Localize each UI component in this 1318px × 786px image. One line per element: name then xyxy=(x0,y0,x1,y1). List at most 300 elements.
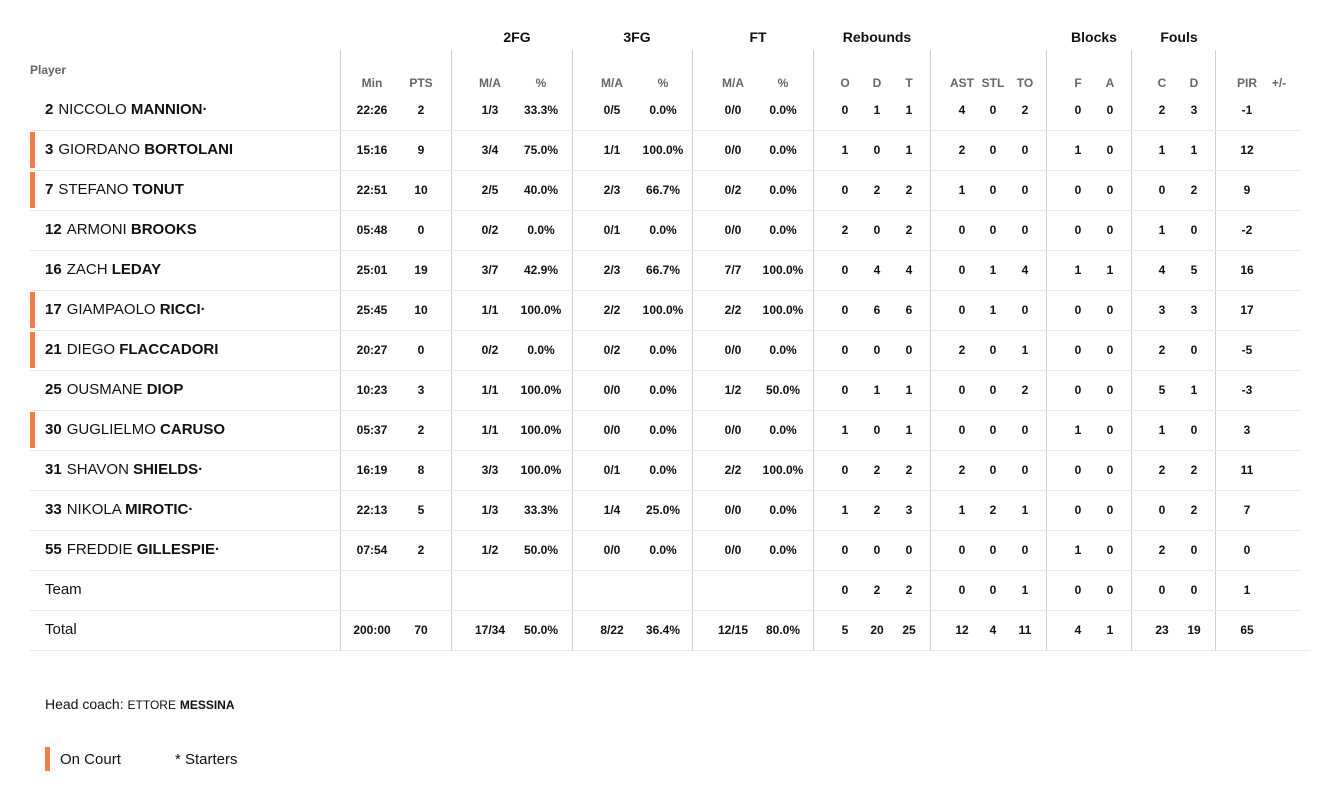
cell-2fg-pct: 100.0% xyxy=(520,303,562,317)
cell-reb-t: 0 xyxy=(905,343,913,357)
cell-foul-d: 0 xyxy=(1190,583,1198,597)
cell-foul-c: 4 xyxy=(1158,263,1166,277)
cell-min: 22:13 xyxy=(356,503,388,517)
cell-reb-d: 1 xyxy=(873,383,881,397)
table-row xyxy=(30,530,1301,571)
cell-to: 0 xyxy=(1021,143,1029,157)
group-header-rebounds: Rebounds xyxy=(842,29,912,45)
cell-blk-f: 0 xyxy=(1074,463,1082,477)
cell-3fg-ma: 1/1 xyxy=(603,143,621,157)
cell-reb-t: 4 xyxy=(905,263,913,277)
player-number: 30 xyxy=(45,421,62,438)
player-number: 7 xyxy=(45,181,54,198)
cell-2fg-ma: 3/4 xyxy=(481,143,499,157)
cell-stl: 0 xyxy=(989,383,997,397)
player-first-name: GUGLIELMO xyxy=(66,421,156,438)
cell-ft-ma: 12/15 xyxy=(717,623,749,637)
cell-foul-d: 3 xyxy=(1190,103,1198,117)
column-header-reb-d: D xyxy=(872,76,882,90)
cell-pts: 2 xyxy=(417,103,425,117)
cell-blk-f: 1 xyxy=(1074,423,1082,437)
cell-pts: 10 xyxy=(414,183,428,197)
player-number: 21 xyxy=(45,341,62,358)
on-court-legend-label: On Court xyxy=(60,751,121,768)
column-header-ft-ma: M/A xyxy=(722,76,744,90)
cell-to: 2 xyxy=(1021,103,1029,117)
cell-2fg-ma: 17/34 xyxy=(474,623,506,637)
cell-ft-ma: 0/0 xyxy=(724,503,742,517)
cell-ast: 0 xyxy=(958,263,966,277)
cell-foul-c: 2 xyxy=(1158,103,1166,117)
cell-reb-o: 1 xyxy=(841,503,849,517)
player-last-name: MANNION· xyxy=(130,101,208,118)
cell-reb-d: 4 xyxy=(873,263,881,277)
column-header-ast: AST xyxy=(950,76,974,90)
cell-min: 05:48 xyxy=(356,223,388,237)
cell-ft-ma: 0/0 xyxy=(724,343,742,357)
cell-3fg-pct: 0.0% xyxy=(649,103,677,117)
cell-ast: 0 xyxy=(958,423,966,437)
cell-3fg-ma: 2/3 xyxy=(603,263,621,277)
cell-3fg-pct: 36.4% xyxy=(645,623,681,637)
head-coach-last-name: MESSINA xyxy=(179,698,235,712)
player-number: 25 xyxy=(45,381,62,398)
cell-ft-ma: 0/0 xyxy=(724,223,742,237)
cell-ft-pct: 0.0% xyxy=(769,543,797,557)
cell-2fg-pct: 100.0% xyxy=(520,463,562,477)
player-first-name: OUSMANE xyxy=(66,381,143,398)
table-row xyxy=(30,490,1301,531)
cell-reb-o: 0 xyxy=(841,263,849,277)
cell-reb-o: 5 xyxy=(841,623,849,637)
player-number: 16 xyxy=(45,261,62,278)
cell-to: 0 xyxy=(1021,303,1029,317)
cell-min: 07:54 xyxy=(356,543,388,557)
player-name[interactable] xyxy=(45,141,233,158)
cell-pir: 0 xyxy=(1243,543,1251,557)
column-header-2fg-ma: M/A xyxy=(479,76,501,90)
player-name[interactable] xyxy=(45,501,193,518)
player-number: 2 xyxy=(45,101,54,118)
player-first-name: NICCOLO xyxy=(58,101,127,118)
player-name[interactable] xyxy=(45,261,161,278)
cell-ast: 0 xyxy=(958,583,966,597)
cell-reb-o: 2 xyxy=(841,223,849,237)
cell-stl: 1 xyxy=(989,303,997,317)
cell-pts: 3 xyxy=(417,383,425,397)
cell-pir: 12 xyxy=(1240,143,1254,157)
cell-ft-pct: 100.0% xyxy=(762,463,804,477)
cell-ft-ma: 1/2 xyxy=(724,383,742,397)
cell-stl: 0 xyxy=(989,543,997,557)
cell-blk-f: 0 xyxy=(1074,223,1082,237)
cell-blk-a: 0 xyxy=(1106,503,1114,517)
cell-stl: 0 xyxy=(989,583,997,597)
cell-3fg-pct: 100.0% xyxy=(642,303,684,317)
cell-stl: 1 xyxy=(989,263,997,277)
cell-ft-ma: 0/2 xyxy=(724,183,742,197)
cell-ast: 1 xyxy=(958,183,966,197)
cell-blk-f: 0 xyxy=(1074,183,1082,197)
cell-pts: 0 xyxy=(417,343,425,357)
player-name[interactable] xyxy=(45,101,208,118)
cell-2fg-pct: 0.0% xyxy=(527,223,555,237)
cell-blk-a: 0 xyxy=(1106,383,1114,397)
column-header-to: TO xyxy=(1016,76,1034,90)
cell-stl: 0 xyxy=(989,183,997,197)
cell-reb-t: 2 xyxy=(905,183,913,197)
cell-ft-ma: 2/2 xyxy=(724,463,742,477)
cell-reb-d: 20 xyxy=(870,623,884,637)
cell-min: 16:19 xyxy=(356,463,388,477)
cell-reb-t: 2 xyxy=(905,583,913,597)
cell-foul-d: 3 xyxy=(1190,303,1198,317)
cell-foul-d: 5 xyxy=(1190,263,1198,277)
cell-foul-c: 1 xyxy=(1158,143,1166,157)
table-row xyxy=(30,410,1301,451)
table-row xyxy=(30,290,1301,331)
table-row xyxy=(30,370,1301,411)
cell-foul-c: 0 xyxy=(1158,503,1166,517)
cell-ast: 1 xyxy=(958,503,966,517)
cell-blk-f: 0 xyxy=(1074,343,1082,357)
cell-ft-pct: 0.0% xyxy=(769,183,797,197)
column-header-pir: PIR xyxy=(1236,76,1258,90)
cell-3fg-pct: 0.0% xyxy=(649,423,677,437)
cell-foul-c: 3 xyxy=(1158,303,1166,317)
cell-foul-c: 0 xyxy=(1158,183,1166,197)
cell-to: 11 xyxy=(1018,623,1032,637)
cell-reb-d: 0 xyxy=(873,143,881,157)
cell-min: 25:01 xyxy=(356,263,388,277)
cell-pir: 9 xyxy=(1243,183,1251,197)
cell-pir: -2 xyxy=(1241,223,1253,237)
cell-reb-d: 1 xyxy=(873,103,881,117)
cell-ft-pct: 100.0% xyxy=(762,263,804,277)
player-last-name: RICCI· xyxy=(159,301,206,318)
player-column-header: Player xyxy=(30,63,67,77)
on-court-indicator xyxy=(30,412,35,448)
cell-reb-d: 0 xyxy=(873,223,881,237)
cell-2fg-ma: 0/2 xyxy=(481,343,499,357)
cell-foul-c: 2 xyxy=(1158,463,1166,477)
cell-reb-t: 1 xyxy=(905,423,913,437)
cell-ft-pct: 80.0% xyxy=(765,623,801,637)
on-court-legend-swatch xyxy=(45,747,50,771)
cell-ast: 2 xyxy=(958,463,966,477)
cell-3fg-pct: 0.0% xyxy=(649,343,677,357)
cell-2fg-pct: 100.0% xyxy=(520,383,562,397)
starters-legend-label: * Starters xyxy=(175,751,238,768)
cell-ft-ma: 0/0 xyxy=(724,103,742,117)
player-first-name: FREDDIE xyxy=(66,541,133,558)
cell-ft-ma: 0/0 xyxy=(724,543,742,557)
cell-reb-o: 0 xyxy=(841,343,849,357)
table-row xyxy=(30,90,1301,131)
cell-reb-d: 0 xyxy=(873,423,881,437)
on-court-indicator xyxy=(30,132,35,168)
cell-3fg-ma: 8/22 xyxy=(600,623,624,637)
on-court-indicator xyxy=(30,292,35,328)
cell-pir: -5 xyxy=(1241,343,1253,357)
cell-reb-t: 1 xyxy=(905,383,913,397)
cell-reb-o: 1 xyxy=(841,423,849,437)
player-name[interactable] xyxy=(45,461,203,478)
cell-2fg-pct: 50.0% xyxy=(523,543,559,557)
cell-2fg-ma: 3/3 xyxy=(481,463,499,477)
cell-reb-t: 6 xyxy=(905,303,913,317)
cell-ast: 2 xyxy=(958,143,966,157)
player-number: 3 xyxy=(45,141,54,158)
cell-2fg-ma: 1/3 xyxy=(481,103,499,117)
cell-ft-pct: 50.0% xyxy=(765,383,801,397)
cell-ast: 0 xyxy=(958,303,966,317)
cell-pts: 2 xyxy=(417,423,425,437)
cell-to: 0 xyxy=(1021,223,1029,237)
cell-to: 0 xyxy=(1021,183,1029,197)
cell-2fg-ma: 1/1 xyxy=(481,423,499,437)
cell-pir: 65 xyxy=(1240,623,1254,637)
cell-pir: 11 xyxy=(1240,463,1254,477)
cell-foul-d: 2 xyxy=(1190,183,1198,197)
player-last-name: MIROTIC· xyxy=(125,501,194,518)
column-header-3fg-ma: M/A xyxy=(601,76,623,90)
cell-3fg-ma: 0/2 xyxy=(603,343,621,357)
cell-3fg-ma: 0/1 xyxy=(603,223,621,237)
cell-reb-d: 2 xyxy=(873,503,881,517)
cell-blk-a: 0 xyxy=(1106,343,1114,357)
cell-blk-a: 0 xyxy=(1106,583,1114,597)
cell-2fg-ma: 1/1 xyxy=(481,303,499,317)
column-header-3fg-pct: % xyxy=(657,76,669,90)
cell-pts: 10 xyxy=(414,303,428,317)
cell-reb-o: 0 xyxy=(841,303,849,317)
player-number: 17 xyxy=(45,301,62,318)
player-name[interactable] xyxy=(45,301,206,318)
player-last-name: TONUT xyxy=(132,181,184,198)
player-first-name: ZACH xyxy=(66,261,108,278)
cell-3fg-ma: 0/5 xyxy=(603,103,621,117)
table-row xyxy=(30,250,1301,291)
cell-ast: 0 xyxy=(958,223,966,237)
player-name[interactable] xyxy=(45,421,225,438)
cell-3fg-ma: 1/4 xyxy=(603,503,621,517)
cell-min: 22:26 xyxy=(356,103,388,117)
player-last-name: DIOP xyxy=(146,381,184,398)
cell-2fg-pct: 33.3% xyxy=(523,503,559,517)
cell-foul-d: 0 xyxy=(1190,543,1198,557)
player-last-name: BROOKS xyxy=(130,221,197,238)
cell-foul-d: 2 xyxy=(1190,503,1198,517)
cell-2fg-pct: 40.0% xyxy=(523,183,559,197)
cell-reb-o: 0 xyxy=(841,183,849,197)
cell-blk-f: 0 xyxy=(1074,503,1082,517)
cell-reb-t: 2 xyxy=(905,463,913,477)
player-last-name: GILLESPIE· xyxy=(136,541,221,558)
cell-pts: 0 xyxy=(417,223,425,237)
cell-reb-o: 0 xyxy=(841,543,849,557)
player-name[interactable] xyxy=(45,341,218,358)
cell-stl: 0 xyxy=(989,423,997,437)
cell-stl: 0 xyxy=(989,143,997,157)
cell-3fg-pct: 66.7% xyxy=(645,263,681,277)
cell-reb-o: 0 xyxy=(841,103,849,117)
team-row-label: Team xyxy=(45,581,82,598)
cell-foul-c: 0 xyxy=(1158,583,1166,597)
cell-3fg-ma: 2/3 xyxy=(603,183,621,197)
player-number: 33 xyxy=(45,501,62,518)
cell-2fg-ma: 0/2 xyxy=(481,223,499,237)
cell-to: 1 xyxy=(1021,503,1029,517)
cell-2fg-ma: 1/1 xyxy=(481,383,499,397)
cell-blk-a: 1 xyxy=(1106,623,1114,637)
cell-ast: 4 xyxy=(958,103,966,117)
cell-reb-d: 0 xyxy=(873,543,881,557)
player-name[interactable] xyxy=(45,221,197,238)
cell-2fg-pct: 42.9% xyxy=(523,263,559,277)
cell-to: 2 xyxy=(1021,383,1029,397)
cell-blk-a: 0 xyxy=(1106,223,1114,237)
cell-blk-a: 0 xyxy=(1106,103,1114,117)
group-header-3fg: 3FG xyxy=(623,29,651,45)
cell-min: 15:16 xyxy=(356,143,388,157)
player-first-name: DIEGO xyxy=(66,341,116,358)
cell-reb-t: 3 xyxy=(905,503,913,517)
cell-blk-a: 0 xyxy=(1106,183,1114,197)
player-first-name: ARMONI xyxy=(66,221,127,238)
column-header-pts: PTS xyxy=(409,76,433,90)
cell-pts: 8 xyxy=(417,463,425,477)
player-first-name: SHAVON xyxy=(66,461,129,478)
group-header-fouls: Fouls xyxy=(1160,29,1198,45)
cell-pir: 1 xyxy=(1243,583,1251,597)
cell-foul-c: 1 xyxy=(1158,423,1166,437)
cell-stl: 0 xyxy=(989,103,997,117)
cell-min: 22:51 xyxy=(356,183,388,197)
player-name[interactable] xyxy=(45,181,184,198)
cell-reb-t: 1 xyxy=(905,103,913,117)
cell-ft-ma: 2/2 xyxy=(724,303,742,317)
player-number: 31 xyxy=(45,461,62,478)
cell-reb-o: 0 xyxy=(841,583,849,597)
cell-blk-f: 1 xyxy=(1074,143,1082,157)
cell-reb-o: 1 xyxy=(841,143,849,157)
table-row xyxy=(30,130,1301,171)
cell-to: 0 xyxy=(1021,423,1029,437)
player-name[interactable] xyxy=(45,381,183,398)
cell-stl: 2 xyxy=(989,503,997,517)
cell-stl: 0 xyxy=(989,463,997,477)
column-header-reb-o: O xyxy=(840,76,850,90)
cell-blk-a: 0 xyxy=(1106,143,1114,157)
cell-3fg-ma: 2/2 xyxy=(603,303,621,317)
cell-foul-d: 0 xyxy=(1190,423,1198,437)
cell-3fg-ma: 0/0 xyxy=(603,543,621,557)
cell-blk-a: 0 xyxy=(1106,303,1114,317)
cell-min: 20:27 xyxy=(356,343,388,357)
player-last-name: FLACCADORI xyxy=(119,341,219,358)
cell-3fg-pct: 100.0% xyxy=(642,143,684,157)
column-header-min: Min xyxy=(361,76,383,90)
column-header-ft-pct: % xyxy=(777,76,789,90)
total-row xyxy=(30,610,1310,651)
cell-blk-f: 0 xyxy=(1074,583,1082,597)
table-row xyxy=(30,170,1301,211)
head-coach-label: Head coach: xyxy=(45,696,124,712)
cell-min: 10:23 xyxy=(356,383,388,397)
cell-2fg-ma: 1/3 xyxy=(481,503,499,517)
cell-foul-c: 2 xyxy=(1158,343,1166,357)
cell-reb-d: 6 xyxy=(873,303,881,317)
cell-pir: 7 xyxy=(1243,503,1251,517)
group-header-ft: FT xyxy=(749,29,767,45)
cell-ast: 0 xyxy=(958,543,966,557)
cell-reb-d: 2 xyxy=(873,583,881,597)
cell-blk-f: 1 xyxy=(1074,263,1082,277)
cell-ft-pct: 0.0% xyxy=(769,143,797,157)
cell-foul-c: 5 xyxy=(1158,383,1166,397)
cell-blk-a: 0 xyxy=(1106,463,1114,477)
cell-foul-d: 19 xyxy=(1187,623,1201,637)
player-last-name: SHIELDS· xyxy=(133,461,204,478)
cell-ft-ma: 7/7 xyxy=(724,263,742,277)
head-coach xyxy=(45,696,235,712)
cell-ft-pct: 0.0% xyxy=(769,503,797,517)
cell-pir: 17 xyxy=(1240,303,1254,317)
cell-to: 1 xyxy=(1021,583,1029,597)
cell-foul-d: 2 xyxy=(1190,463,1198,477)
cell-ft-pct: 100.0% xyxy=(762,303,804,317)
cell-pts: 19 xyxy=(414,263,428,277)
cell-reb-t: 1 xyxy=(905,143,913,157)
cell-pts: 2 xyxy=(417,543,425,557)
cell-2fg-pct: 100.0% xyxy=(520,423,562,437)
player-name[interactable] xyxy=(45,541,220,558)
cell-to: 4 xyxy=(1021,263,1029,277)
cell-ft-pct: 0.0% xyxy=(769,103,797,117)
head-coach-first-name: ETTORE xyxy=(127,698,176,712)
cell-pts: 70 xyxy=(414,623,428,637)
cell-blk-f: 4 xyxy=(1074,623,1082,637)
cell-ft-pct: 0.0% xyxy=(769,223,797,237)
table-row xyxy=(30,330,1301,371)
cell-3fg-pct: 0.0% xyxy=(649,543,677,557)
player-number: 12 xyxy=(45,221,62,238)
column-header-foul-c: C xyxy=(1157,76,1167,90)
cell-reb-t: 2 xyxy=(905,223,913,237)
cell-reb-d: 2 xyxy=(873,183,881,197)
cell-3fg-ma: 0/1 xyxy=(603,463,621,477)
cell-blk-f: 0 xyxy=(1074,383,1082,397)
column-header-foul-d: D xyxy=(1189,76,1199,90)
player-first-name: GIAMPAOLO xyxy=(66,301,156,318)
cell-blk-a: 0 xyxy=(1106,543,1114,557)
cell-pir: 16 xyxy=(1240,263,1254,277)
cell-pts: 5 xyxy=(417,503,425,517)
cell-2fg-pct: 75.0% xyxy=(523,143,559,157)
cell-ast: 12 xyxy=(955,623,969,637)
cell-blk-a: 0 xyxy=(1106,423,1114,437)
cell-stl: 0 xyxy=(989,343,997,357)
cell-ft-ma: 0/0 xyxy=(724,423,742,437)
player-last-name: LEDAY xyxy=(111,261,162,278)
cell-3fg-pct: 25.0% xyxy=(645,503,681,517)
cell-stl: 4 xyxy=(989,623,997,637)
cell-pir: -1 xyxy=(1241,103,1253,117)
player-first-name: NIKOLA xyxy=(66,501,121,518)
cell-reb-t: 0 xyxy=(905,543,913,557)
cell-2fg-pct: 33.3% xyxy=(523,103,559,117)
